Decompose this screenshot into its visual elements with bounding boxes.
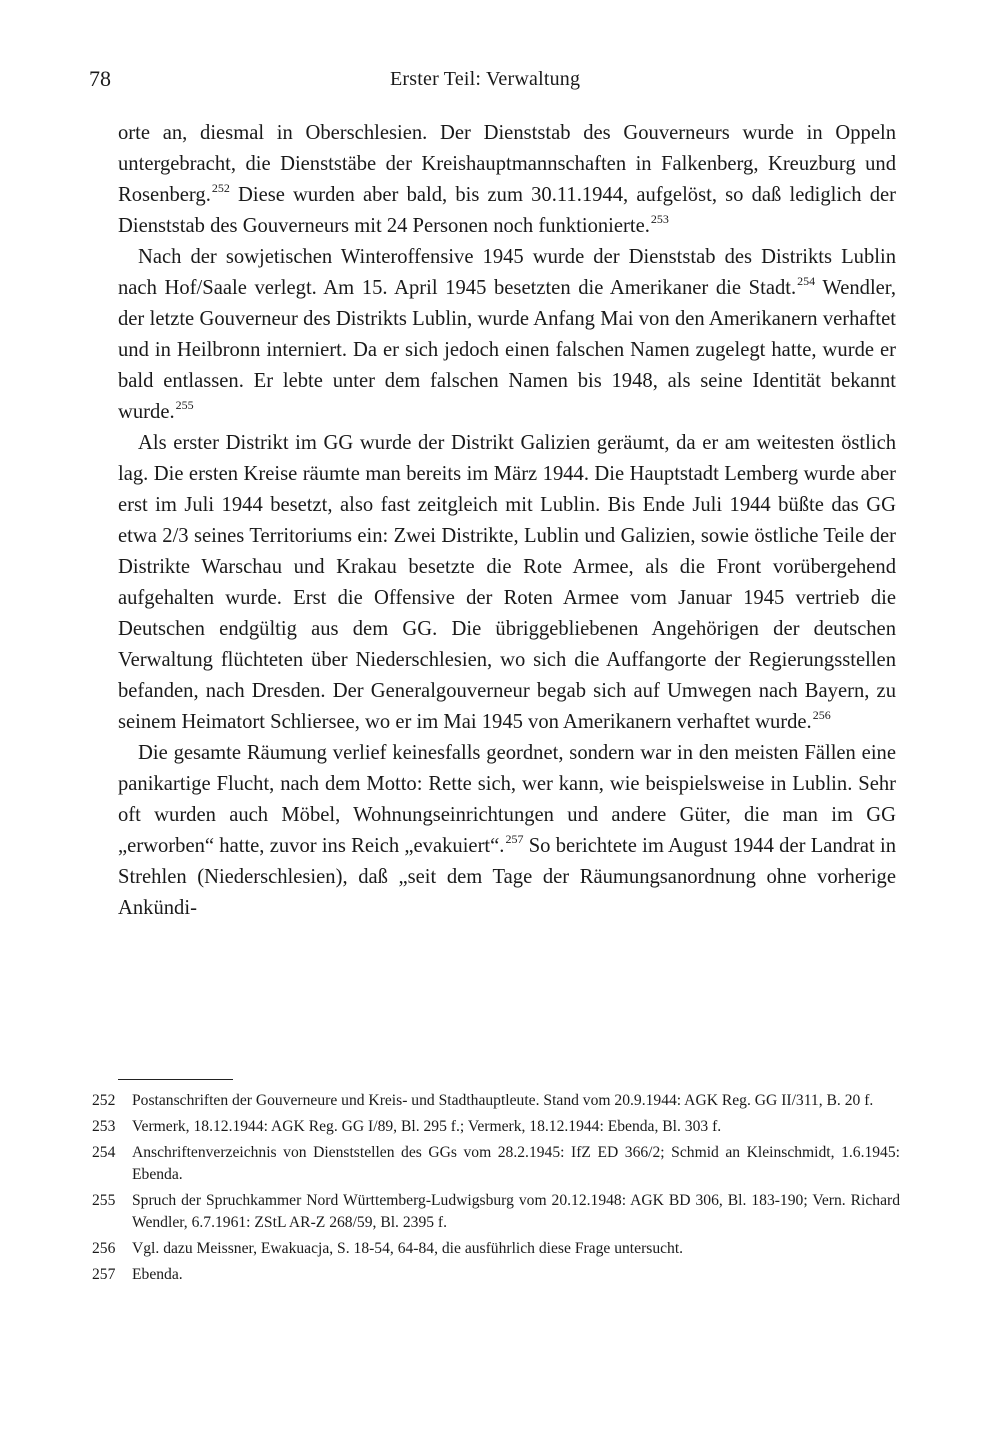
text-segment: Als erster Distrikt im GG wurde der Distrikt Galizien geräumt, da er am weitesten östlich lag. Die ersten Kreise räumte man bereits im März 1944. Die Hauptstadt Lemberg wurde aber erst im Juli 1944 besetzt, also fast zeitgleich mit Lublin. Bis Ende Juli 1944 büßte das GG etwa 2/3 seines Territoriums ein: Zwei Distrikte, Lublin und Galizien, sowie östliche Teile der Distrikte Warschau und Krakau besetzte die Rote Armee, als die Front vorübergehend aufgehalten wurde. Erst die Offensive der Roten Armee vom Januar 1945 vertrieb die Deutschen endgültig aus dem GG. Die übriggebliebenen Angehörigen der deutschen Verwaltung flüchteten über Niederschlesien, wo sich die Auffangorte der Regierungsstellen befanden, nach Dresden. Der Generalgouverneur begab sich auf Umwegen nach Bayern, zu seinem Heimatort Schliersee, wo er im Mai 1945 von Amerikanern verhaftet wurde. [118,432,896,733]
footnote-number: 253 [92,1118,116,1135]
footnote-ref: 257 [505,832,524,846]
text-segment: Diese wurden aber bald, bis zum 30.11.1944, aufgelöst, so daß lediglich der Dienststab des Gouverneurs mit 24 Personen noch funktionierte. [118,184,896,237]
footnote [92,1264,900,1286]
text-segment: Wendler, der letzte Gouverneur des Distrikts Lublin, wurde Anfang Mai von den Amerikanern verhaftet und in Heilbronn interniert. Da er sich jedoch einen falschen Namen zugelegt hatte, wurde er bald entlassen. Er lebte unter dem falschen Namen bis 1948, als seine Identität bekannt wurde. [118,277,896,423]
footnote-text: Postanschriften der Gouverneure und Kreis- und Stadthauptleute. Stand vom 20.9.1944: AGK Reg. GG II/311, B. 20 f. [132,1092,874,1109]
footnote-ref: 253 [650,212,669,226]
footnote [92,1116,900,1138]
footnote-number: 254 [92,1144,116,1161]
paragraph [118,242,896,428]
footnote-text: Vgl. dazu Meissner, Ewakuacja, S. 18-54, 64-84, die ausführlich diese Frage untersucht. [132,1240,684,1257]
footnote-text: Anschriftenverzeichnis von Dienststellen des GGs vom 28.2.1945: IfZ ED 366/2; Schmid an Kleinschmidt, 1.6.1945: Ebenda. [132,1144,900,1183]
paragraph [118,738,896,924]
footnote-ref: 256 [812,708,831,722]
footnote-ref: 252 [211,181,230,195]
footnote-number: 256 [92,1240,116,1257]
text-segment: orte an, diesmal in Oberschlesien. Der Dienststab des Gouverneurs wurde in Oppeln untergebracht, die Dienststäbe der Kreishauptmannschaften in Falkenberg, Kreuzburg und Rosenberg. [118,122,896,206]
footnote-text: Ebenda. [132,1266,183,1283]
footnote-text: Vermerk, 18.12.1944: AGK Reg. GG I/89, Bl. 295 f.; Vermerk, 18.12.1944: Ebenda, Bl. 303 f. [132,1118,722,1135]
footnote-number: 252 [92,1092,116,1109]
footnote-text: Spruch der Spruchkammer Nord Württemberg-Ludwigsburg vom 20.12.1948: AGK BD 306, Bl. 183-190; Vern. Richard Wendler, 6.7.1961: ZStL AR-Z 268/59, Bl. 2395 f. [132,1192,900,1231]
footnote-number: 255 [92,1192,116,1209]
body-text [118,118,896,924]
footnote [92,1238,900,1260]
running-head: Erster Teil: Verwaltung [390,68,581,90]
text-segment: Die gesamte Räumung verlief keinesfalls geordnet, sondern war in den meisten Fällen eine panikartige Flucht, nach dem Motto: Rette sich, wer kann, wie beispielsweise in Lublin. Sehr oft wurden auch Möbel, Wohnungseinrichtungen und andere Güter, die man im GG „erworben“ hatte, zuvor ins Reich „evakuiert“. [118,742,896,857]
paragraph [118,428,896,738]
footnote [92,1090,900,1112]
text-segment: Nach der sowjetischen Winteroffensive 1945 wurde der Dienststab des Distrikts Lublin nach Hof/Saale verlegt. Am 15. April 1945 besetzten die Amerikaner die Stadt. [118,246,896,299]
footnote-ref: 254 [797,274,816,288]
footnote-rule [118,1079,233,1080]
page-number: 78 [89,66,111,91]
footnote [92,1142,900,1186]
footnote-ref: 255 [175,398,194,412]
paragraph [118,118,896,242]
footnote [92,1190,900,1234]
footnote-number: 257 [92,1266,116,1283]
footnotes [92,1090,900,1290]
text-segment: So berichtete im August 1944 der Landrat in Strehlen (Niederschlesien), daß „seit dem Tage der Räumungsanordnung ohne vorherige Ankündi- [118,835,896,919]
